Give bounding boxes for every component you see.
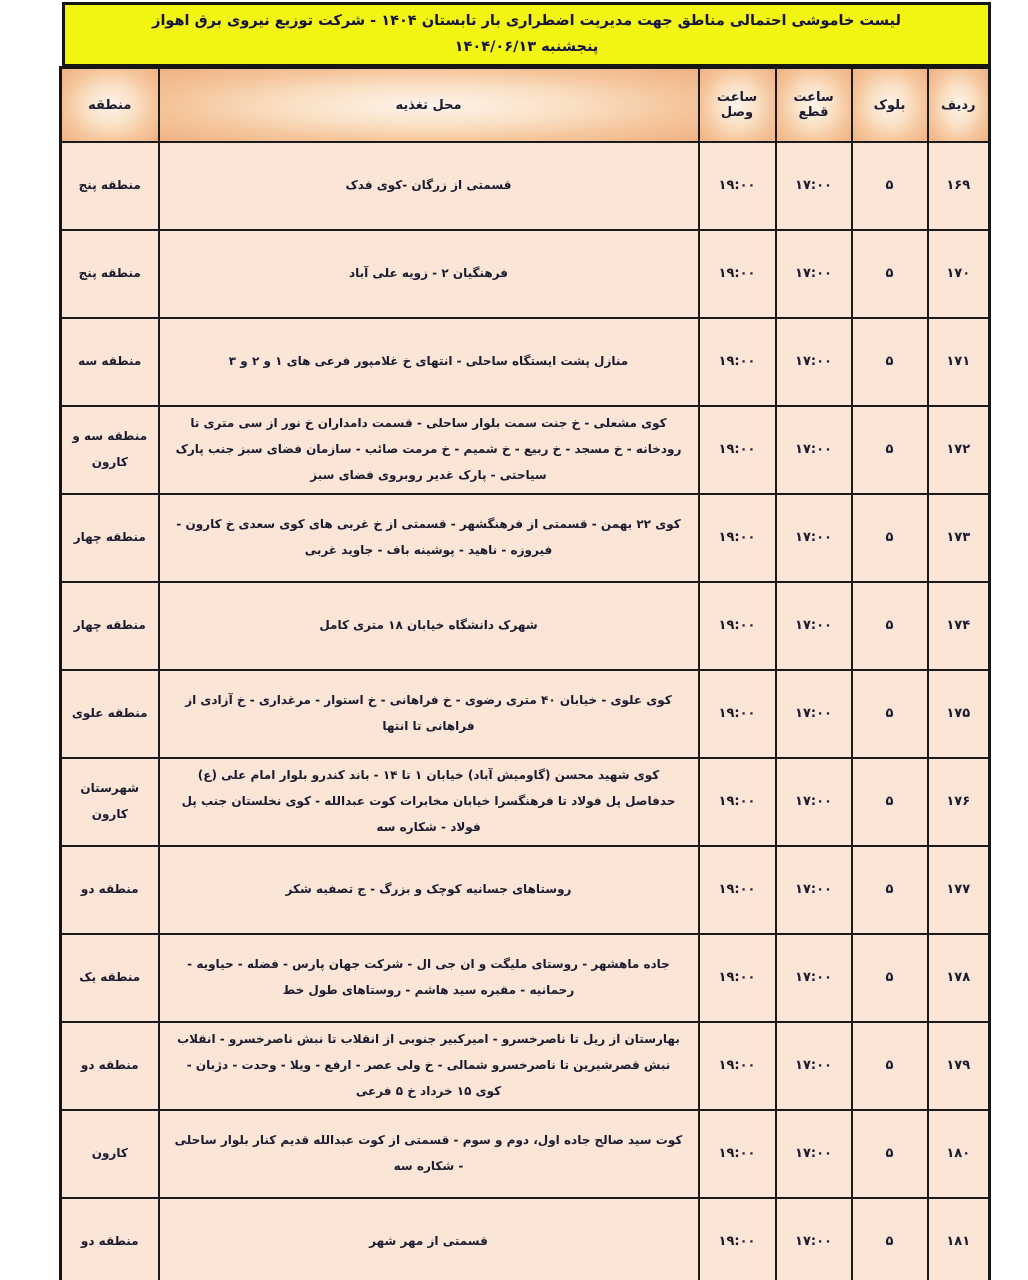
region-cell: منطقه سه و کارون [61,406,159,494]
block-cell: ۵ [852,1198,928,1280]
table-row [61,318,990,406]
block-cell: ۵ [852,934,928,1022]
feeding-location-cell: کوی مشعلی - خ جنت سمت بلوار ساحلی - قسمت دامداران خ نور از سی متری تا رودخانه - خ مسجد - خ ربیع - خ شمیم - خ مرمت صائب - سازمان فضای سبز جنب پارک سیاحتی - پارک غدیر روبروی فضای سبز [159,406,699,494]
reconnect-time-cell: ۱۹:۰۰ [699,934,776,1022]
cut-time-cell: ۱۷:۰۰ [776,142,852,230]
table-row [61,1110,990,1198]
reconnect-time-cell: ۱۹:۰۰ [699,1198,776,1280]
row-number-cell: ۱۷۷ [928,846,990,934]
cut-time-cell: ۱۷:۰۰ [776,1198,852,1280]
region-cell: منطقه علوی [61,670,159,758]
region-cell: کارون [61,1110,159,1198]
block-cell: ۵ [852,846,928,934]
reconnect-time-cell: ۱۹:۰۰ [699,494,776,582]
region-cell: منطقه دو [61,846,159,934]
table-row [61,582,990,670]
feeding-location-cell: منازل پشت ایستگاه ساحلی - انتهای خ غلامپور فرعی های ۱ و ۲ و ۳ [159,318,699,406]
row-number-cell: ۱۷۶ [928,758,990,846]
reconnect-time-cell: ۱۹:۰۰ [699,670,776,758]
block-cell: ۵ [852,758,928,846]
row-number-cell: ۱۷۸ [928,934,990,1022]
feeding-location-cell: قسمتی از مهر شهر [159,1198,699,1280]
column-header-row-number: ردیف [928,68,990,143]
reconnect-time-cell: ۱۹:۰۰ [699,230,776,318]
cut-time-cell: ۱۷:۰۰ [776,494,852,582]
reconnect-time-cell: ۱۹:۰۰ [699,142,776,230]
region-cell: منطقه سه [61,318,159,406]
region-cell: منطقه چهار [61,582,159,670]
cut-time-cell: ۱۷:۰۰ [776,670,852,758]
cut-time-cell: ۱۷:۰۰ [776,406,852,494]
feeding-location-cell: قسمتی از زرگان -کوی فدک [159,142,699,230]
region-cell: منطقه دو [61,1198,159,1280]
reconnect-time-cell: ۱۹:۰۰ [699,318,776,406]
cut-time-cell: ۱۷:۰۰ [776,758,852,846]
table-row [61,758,990,846]
region-cell: منطقه پنج [61,142,159,230]
column-header-feeding-location: محل تغذیه [159,68,699,143]
row-number-cell: ۱۶۹ [928,142,990,230]
feeding-location-cell: کوت سید صالح جاده اول، دوم و سوم - قسمتی از کوت عبدالله قدیم کنار بلوار ساحلی - شکاره سه [159,1110,699,1198]
table-row [61,1022,990,1110]
page-date: پنجشنبه ۱۴۰۴/۰۶/۱۳ [454,38,599,55]
feeding-location-cell: جاده ماهشهر - روستای ملیگت و ان جی ال - شرکت جهان پارس - فضله - حیاویه - رحمانیه - مقبره سید هاشم - روستاهای طول خط [159,934,699,1022]
outage-sheet [62,2,991,1280]
feeding-location-cell: کوی علوی - خیابان ۴۰ متری رضوی - خ فراهانی - خ استوار - مرغداری - خ آزادی از فراهانی تا انتها [159,670,699,758]
row-number-cell: ۱۸۰ [928,1110,990,1198]
reconnect-time-cell: ۱۹:۰۰ [699,758,776,846]
block-cell: ۵ [852,494,928,582]
reconnect-time-cell: ۱۹:۰۰ [699,1110,776,1198]
cut-time-cell: ۱۷:۰۰ [776,1110,852,1198]
table-row [61,406,990,494]
feeding-location-cell: کوی ۲۲ بهمن - قسمتی از فرهنگشهر - قسمتی از خ غربی های کوی سعدی خ کارون - فیروزه - ناهید - پوشینه باف - جاوید غربی [159,494,699,582]
column-header-region: منطقه [61,68,159,143]
row-number-cell: ۱۸۱ [928,1198,990,1280]
region-cell: شهرستان کارون [61,758,159,846]
column-header-reconnect-time: ساعت وصل [699,68,776,143]
feeding-location-cell: روستاهای جسانیه کوچک و بزرگ - ج تصفیه شکر [159,846,699,934]
reconnect-time-cell: ۱۹:۰۰ [699,406,776,494]
block-cell: ۵ [852,230,928,318]
block-cell: ۵ [852,406,928,494]
cut-time-cell: ۱۷:۰۰ [776,934,852,1022]
table-row [61,934,990,1022]
table-row [61,230,990,318]
feeding-location-cell: بهارستان از ریل تا ناصرخسرو - امیرکبیر جنوبی از انقلاب تا نبش ناصرخسرو - انقلاب نبش قصرشیرین تا ناصرخسرو شمالی - خ ولی عصر - ارفع - ویلا - وحدت - دژبان - کوی ۱۵ خرداد خ ۵ فرعی [159,1022,699,1110]
table-header [61,68,990,143]
reconnect-time-cell: ۱۹:۰۰ [699,1022,776,1110]
block-cell: ۵ [852,1110,928,1198]
row-number-cell: ۱۷۱ [928,318,990,406]
row-number-cell: ۱۷۴ [928,582,990,670]
row-number-cell: ۱۷۳ [928,494,990,582]
page-title: لیست خاموشی احتمالی مناطق جهت مدیریت اضطراری بار تابستان ۱۴۰۴ - شرکت توزیع نیروی برق اهواز [152,13,901,30]
region-cell: منطقه دو [61,1022,159,1110]
column-header-block: بلوک [852,68,928,143]
block-cell: ۵ [852,670,928,758]
reconnect-time-cell: ۱۹:۰۰ [699,582,776,670]
column-header-cut-time: ساعت قطع [776,68,852,143]
cut-time-cell: ۱۷:۰۰ [776,230,852,318]
block-cell: ۵ [852,582,928,670]
table-row [61,1198,990,1280]
feeding-location-cell: فرهنگیان ۲ - زویه علی آباد [159,230,699,318]
cut-time-cell: ۱۷:۰۰ [776,318,852,406]
feeding-location-cell: شهرک دانشگاه خیابان ۱۸ متری کامل [159,582,699,670]
row-number-cell: ۱۷۹ [928,1022,990,1110]
cut-time-cell: ۱۷:۰۰ [776,1022,852,1110]
block-cell: ۵ [852,318,928,406]
table-body [61,142,990,1280]
reconnect-time-cell: ۱۹:۰۰ [699,846,776,934]
cut-time-cell: ۱۷:۰۰ [776,846,852,934]
table-row [61,494,990,582]
header-row [61,68,990,143]
region-cell: منطقه یک [61,934,159,1022]
title-banner [62,2,991,66]
table-row [61,142,990,230]
row-number-cell: ۱۷۵ [928,670,990,758]
block-cell: ۵ [852,142,928,230]
outage-table [59,66,991,1280]
region-cell: منطقه پنج [61,230,159,318]
feeding-location-cell: کوی شهید محسن (گاومیش آباد) خیابان ۱ تا ۱۴ - باند کندرو بلوار امام علی (ع) حدفاصل پل فولاد تا فرهنگسرا خیابان مخابرات کوت عبدالله - کوی نخلستان جنب پل فولاد - شکاره سه [159,758,699,846]
row-number-cell: ۱۷۲ [928,406,990,494]
region-cell: منطقه چهار [61,494,159,582]
table-row [61,846,990,934]
block-cell: ۵ [852,1022,928,1110]
cut-time-cell: ۱۷:۰۰ [776,582,852,670]
table-row [61,670,990,758]
row-number-cell: ۱۷۰ [928,230,990,318]
